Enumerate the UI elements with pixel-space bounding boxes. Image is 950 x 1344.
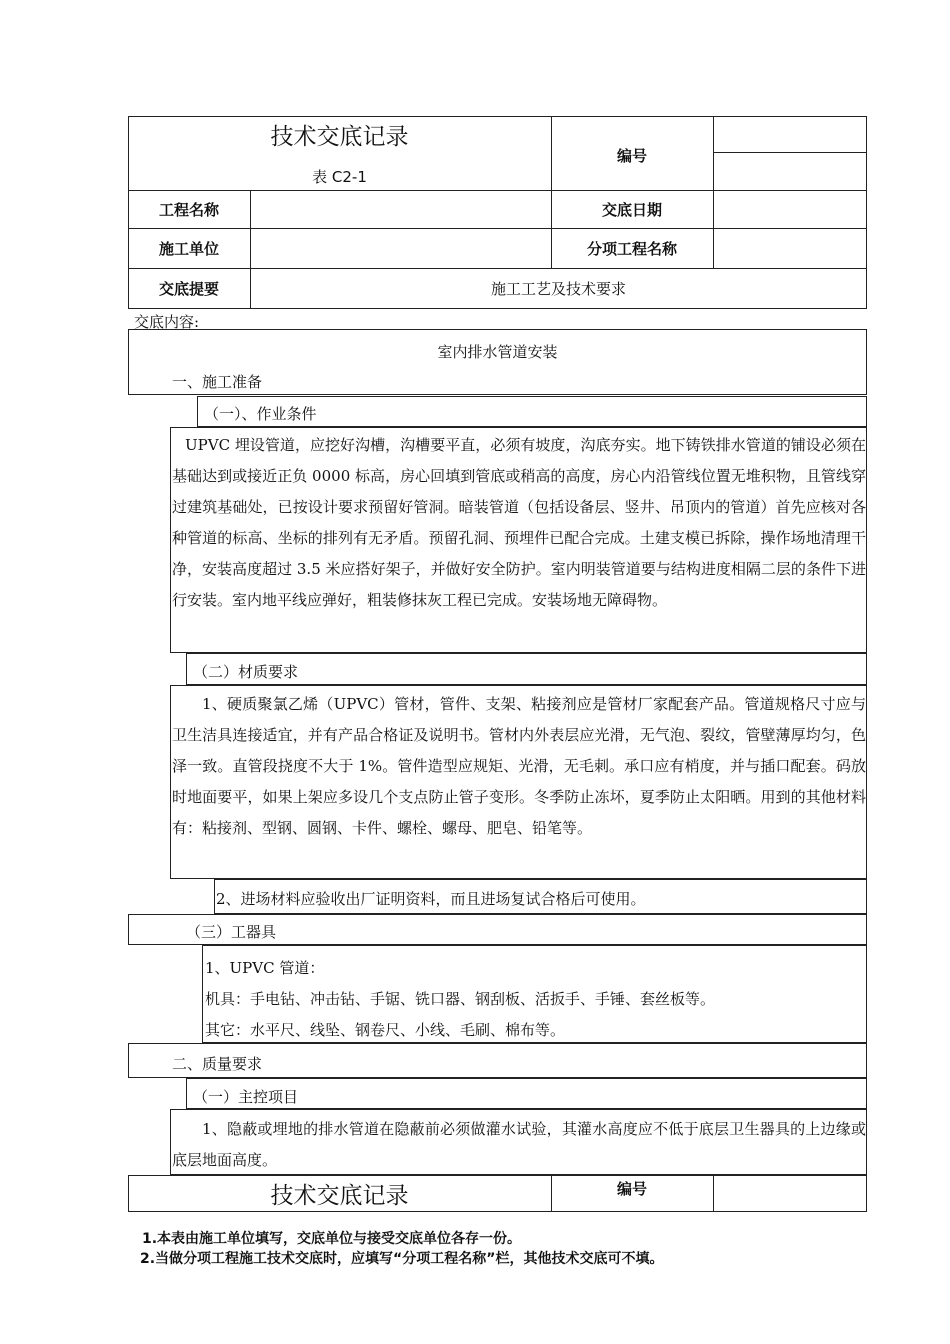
section-1-3-line-2: 机具：手电钻、冲击钻、手锯、铣口器、钢刮板、活扳手、手锤、套丝板等。	[205, 990, 716, 1008]
form-number: 表 C2-1	[312, 168, 367, 186]
section-2-heading: 二、质量要求	[172, 1055, 263, 1073]
section-1-heading: 一、施工准备	[172, 373, 263, 391]
section-2-1-heading: （一）主控项目	[193, 1088, 299, 1106]
section-1-2-body-1: 1、硬质聚氯乙烯（UPVC）管材，管件、支架、粘接剂应是管材厂家配套产品。管道规格尺寸应与卫生洁具连接适宜，并有产品合格证及说明书。管材内外表层应光滑，无气泡、裂纹，管壁薄厚均匀，色泽一致。直管段挠度不大于 1%。管件造型应规矩、光滑，无毛刺。承口应有梢度，并与插口配套。码放时地面要平，如果上架应多设几个支点防止管子变形。冬季防止冻坏，夏季防止太阳晒。用到的其他材料有：粘接剂、型钢、圆钢、卡件、螺栓、螺母、肥皂、铅笔等。	[172, 695, 866, 837]
handover-date-label: 交底日期	[601, 200, 662, 219]
handover-date-field[interactable]	[714, 191, 866, 228]
sub-project-field[interactable]	[714, 229, 866, 268]
section-1-3-line-3: 其它：水平尺、线坠、钢卷尺、小线、毛刷、棉布等。	[205, 1021, 566, 1039]
section-1-2-body-2: 2、进场材料应验收出厂证明资料，而且进场复试合格后可使用。	[216, 890, 646, 908]
note-1: 1.本表由施工单位填写，交底单位与接受交底单位各存一份。	[142, 1231, 522, 1247]
project-name-label: 工程名称	[158, 200, 219, 219]
content-heading: 室内排水管道安装	[437, 343, 558, 361]
section-1-1-heading: （一）、作业条件	[204, 405, 317, 423]
sub-project-label: 分项工程名称	[586, 239, 677, 258]
summary-value: 施工工艺及技术要求	[490, 280, 626, 298]
content-label: 交底内容:	[134, 313, 200, 331]
section-1-1-body: UPVC 埋设管道，应挖好沟槽，沟槽要平直，必须有坡度，沟底夯实。地下铸铁排水管道的铺设必须在基础达到或接近正负 0000 标高，房心回填到管底或稍高的高度，房心内沿管线位置无堆积物，且管线穿过建筑基础处，已按设计要求预留好管洞。暗装管道（包括设备层、竖井、吊顶内的管道）首先应核对各种管道的标高、坐标的排列有无矛盾。预留孔洞、预埋件已配合完成。土建支模已拆除，操作场地清理干净，安装高度超过 3.5 米应搭好架子，并做好安全防护。室内明装管道要与结构进度相隔二层的条件下进行安装。室内地平线应弹好，粗装修抹灰工程已完成。安装场地无障碍物。	[172, 436, 866, 609]
number-field-1[interactable]	[714, 117, 866, 152]
document-title: 技术交底记录	[270, 124, 409, 150]
footer-number-label: 编号	[616, 1180, 647, 1198]
footer-number-field[interactable]	[714, 1176, 866, 1211]
section-1-2-heading: （二）材质要求	[193, 663, 299, 681]
number-field-2[interactable]	[714, 153, 866, 190]
project-name-field[interactable]	[251, 191, 551, 228]
footer-title: 技术交底记录	[270, 1183, 409, 1209]
note-2: 2.当做分项工程施工技术交底时，应填写“分项工程名称”栏，其他技术交底可不填。	[140, 1251, 664, 1267]
summary-label: 交底提要	[158, 280, 219, 298]
construction-unit-label: 施工单位	[158, 239, 219, 258]
number-label: 编号	[616, 146, 647, 165]
section-2-1-body: 1、隐蔽或埋地的排水管道在隐蔽前必须做灌水试验，其灌水高度应不低于底层卫生器具的上边缘或底层地面高度。	[172, 1120, 866, 1169]
section-1-3-heading: （三）工器具	[186, 923, 277, 941]
section-1-3-line-1: 1、UPVC 管道：	[205, 959, 325, 977]
construction-unit-field[interactable]	[251, 229, 551, 268]
